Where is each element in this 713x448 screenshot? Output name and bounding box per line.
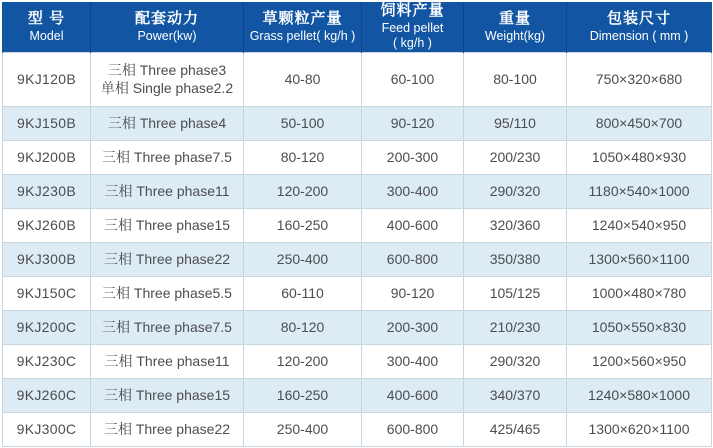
cell-weight: 210/230 [464, 310, 567, 344]
cell-model: 9KJ300C [3, 412, 91, 446]
cell-power [91, 310, 244, 344]
header-model-zh: 型 号 [27, 9, 66, 27]
cell-model: 9KJ120B [3, 52, 91, 106]
header-power-en: Power(kw) [137, 28, 197, 43]
table-row [3, 140, 712, 174]
cell-grass-output: 80-120 [244, 140, 362, 174]
cell-weight: 290/320 [464, 174, 567, 208]
cell-model: 9KJ200B [3, 140, 91, 174]
cell-feed-output: 400-600 [362, 378, 464, 412]
cell-power [91, 378, 244, 412]
header-grass-en: Grass pellet( kg/h ) [249, 28, 356, 43]
power-three-phase: 三相 Three phase7.5 [102, 318, 232, 335]
cell-dimension: 800×450×700 [567, 106, 712, 140]
cell-feed-output: 90-120 [362, 276, 464, 310]
table-row [3, 52, 712, 106]
cell-feed-output: 600-800 [362, 242, 464, 276]
power-single-phase: 单相 Single phase2.2 [100, 80, 234, 96]
cell-feed-output: 60-100 [362, 52, 464, 106]
cell-power [91, 208, 244, 242]
power-three-phase: 三相 Three phase11 [104, 352, 230, 369]
cell-grass-output: 50-100 [244, 106, 362, 140]
header-feed-zh: 饲料产量 [380, 2, 445, 20]
cell-power [91, 106, 244, 140]
table-row [3, 276, 712, 310]
cell-weight: 80-100 [464, 52, 567, 106]
table-row [3, 412, 712, 446]
cell-grass-output: 160-250 [244, 208, 362, 242]
header-grass-zh: 草颗粒产量 [262, 9, 343, 27]
cell-dimension: 1240×580×1000 [567, 378, 712, 412]
cell-feed-output: 300-400 [362, 344, 464, 378]
table-row [3, 378, 712, 412]
cell-feed-output: 400-600 [362, 208, 464, 242]
power-three-phase: 三相 Three phase3 [107, 61, 227, 78]
power-three-phase: 三相 Three phase15 [103, 386, 231, 403]
table-row [3, 208, 712, 242]
header-feed-en-unit: ( kg/h ) [393, 36, 432, 51]
cell-model: 9KJ150B [3, 106, 91, 140]
cell-dimension: 1200×560×950 [567, 344, 712, 378]
power-three-phase: 三相 Three phase5.5 [102, 284, 232, 301]
cell-weight: 350/380 [464, 242, 567, 276]
header-feed-en: Feed pellet [381, 21, 444, 36]
cell-grass-output: 160-250 [244, 378, 362, 412]
cell-feed-output: 200-300 [362, 140, 464, 174]
cell-model: 9KJ150C [3, 276, 91, 310]
table-row [3, 310, 712, 344]
cell-grass-output: 80-120 [244, 310, 362, 344]
header-weight-zh: 重量 [498, 9, 531, 27]
cell-dimension: 750×320×680 [567, 52, 712, 106]
cell-power [91, 276, 244, 310]
cell-dimension: 1050×480×930 [567, 140, 712, 174]
product-spec-table [2, 2, 712, 447]
cell-model: 9KJ230B [3, 174, 91, 208]
cell-grass-output: 120-200 [244, 174, 362, 208]
cell-feed-output: 200-300 [362, 310, 464, 344]
cell-dimension: 1050×550×830 [567, 310, 712, 344]
column-header-model [3, 2, 91, 52]
cell-model: 9KJ260C [3, 378, 91, 412]
cell-weight: 290/320 [464, 344, 567, 378]
cell-power [91, 52, 244, 106]
power-three-phase: 三相 Three phase22 [103, 420, 231, 437]
cell-weight: 105/125 [464, 276, 567, 310]
header-weight-en: Weight(kg) [484, 28, 546, 43]
cell-grass-output: 40-80 [244, 52, 362, 106]
cell-power [91, 344, 244, 378]
cell-weight: 425/465 [464, 412, 567, 446]
cell-dimension: 1180×540×1000 [567, 174, 712, 208]
cell-model: 9KJ200C [3, 310, 91, 344]
cell-dimension: 1000×480×780 [567, 276, 712, 310]
table-row [3, 242, 712, 276]
table-row [3, 344, 712, 378]
cell-power [91, 140, 244, 174]
cell-model: 9KJ260B [3, 208, 91, 242]
cell-power [91, 174, 244, 208]
cell-model: 9KJ300B [3, 242, 91, 276]
column-header-feed-pellet [362, 2, 464, 52]
cell-weight: 320/360 [464, 208, 567, 242]
header-dimension-zh: 包装尺寸 [606, 9, 671, 27]
cell-grass-output: 60-110 [244, 276, 362, 310]
cell-feed-output: 90-120 [362, 106, 464, 140]
cell-weight: 200/230 [464, 140, 567, 174]
column-header-dimension [567, 2, 712, 52]
cell-dimension: 1300×560×1100 [567, 242, 712, 276]
cell-dimension: 1240×540×950 [567, 208, 712, 242]
cell-grass-output: 120-200 [244, 344, 362, 378]
cell-dimension: 1300×620×1100 [567, 412, 712, 446]
header-dimension-en: Dimension ( mm ) [589, 28, 689, 43]
table-row [3, 106, 712, 140]
header-power-zh: 配套动力 [134, 9, 199, 27]
column-header-weight [464, 2, 567, 52]
column-header-grass-pellet [244, 2, 362, 52]
cell-weight: 95/110 [464, 106, 567, 140]
column-header-power [91, 2, 244, 52]
power-three-phase: 三相 Three phase15 [103, 216, 231, 233]
cell-power [91, 412, 244, 446]
power-three-phase: 三相 Three phase22 [103, 250, 231, 267]
cell-feed-output: 300-400 [362, 174, 464, 208]
cell-grass-output: 250-400 [244, 242, 362, 276]
power-three-phase: 三相 Three phase11 [104, 182, 230, 199]
cell-grass-output: 250-400 [244, 412, 362, 446]
table-row [3, 174, 712, 208]
cell-weight: 340/370 [464, 378, 567, 412]
cell-model: 9KJ230C [3, 344, 91, 378]
power-three-phase: 三相 Three phase7.5 [102, 148, 232, 165]
cell-feed-output: 600-800 [362, 412, 464, 446]
cell-power [91, 242, 244, 276]
header-model-en: Model [29, 28, 64, 43]
power-three-phase: 三相 Three phase4 [107, 114, 227, 131]
header-row [3, 2, 712, 52]
